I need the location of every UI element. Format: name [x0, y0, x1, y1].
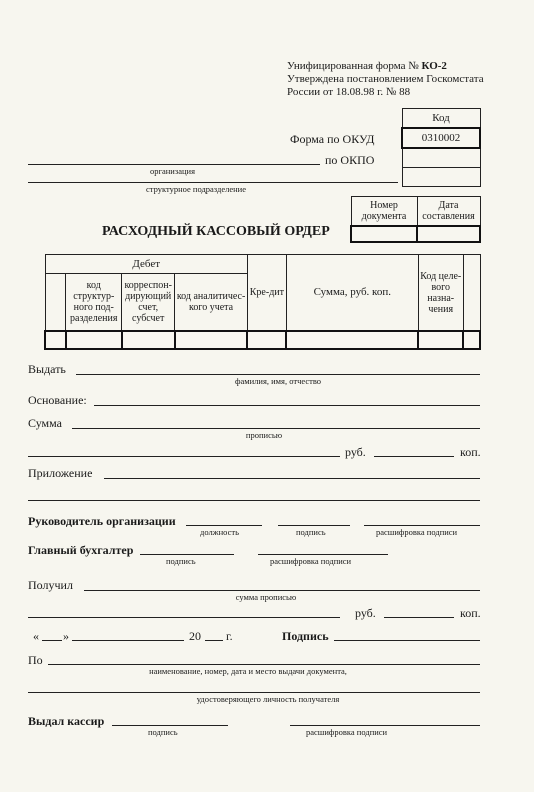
received-caption: сумма прописью	[235, 592, 297, 602]
debet-blank-col	[45, 274, 66, 332]
doc-number-label: Номер документа	[351, 197, 417, 227]
credit-header: Кре-дит	[247, 255, 286, 332]
chief-signature-caption: подпись	[166, 556, 196, 566]
sum-header: Сумма, руб. коп.	[286, 255, 418, 332]
org-caption: организация	[150, 166, 195, 176]
doc-number-value[interactable]	[351, 226, 417, 242]
received-kop-line[interactable]	[384, 617, 454, 618]
issue-line[interactable]	[76, 374, 480, 375]
russia-line: России от 18.08.98 г. № 88	[287, 86, 411, 98]
sum-caption: прописью	[245, 430, 283, 440]
approved-line: Утверждена постановлением Госкомстата	[287, 73, 484, 85]
sum-line[interactable]	[72, 428, 480, 429]
col-account-header: корреспон-дирующий счет, субсчет	[122, 274, 175, 332]
by-line[interactable]	[48, 664, 480, 665]
kod-header: Код	[402, 109, 480, 129]
attachment-label: Приложение	[28, 466, 93, 480]
debet-header: Дебет	[45, 255, 247, 274]
doc-box	[350, 196, 481, 243]
chief-decoding-caption: расшифровка подписи	[270, 556, 352, 566]
okpo-label: по ОКПО	[325, 153, 375, 167]
table-cell[interactable]	[286, 331, 418, 349]
col-subdivision-header: код структур-ного под-разделения	[66, 274, 122, 332]
rub-label: руб.	[345, 445, 366, 459]
attachment-line-2[interactable]	[28, 500, 480, 501]
doc-date-value[interactable]	[417, 226, 480, 242]
sign-line[interactable]	[334, 640, 480, 641]
head-label: Руководитель организации	[28, 514, 176, 528]
head-decoding-caption: расшифровка подписи	[376, 527, 458, 537]
basis-line[interactable]	[94, 405, 480, 406]
head-decoding-line[interactable]	[364, 525, 480, 526]
basis-label: Основание:	[28, 393, 87, 407]
kop-line[interactable]	[374, 456, 454, 457]
chief-signature-line[interactable]	[140, 554, 234, 555]
form-line	[287, 60, 447, 72]
chief-decoding-line[interactable]	[258, 554, 388, 555]
cashier-label: Выдал кассир	[28, 714, 105, 728]
table-cell[interactable]	[175, 331, 248, 349]
kop-label: коп.	[460, 445, 481, 459]
sum-line-2[interactable]	[28, 456, 340, 457]
head-signature-caption: подпись	[296, 527, 326, 537]
attachment-line[interactable]	[104, 478, 480, 479]
org-line[interactable]	[28, 164, 320, 165]
by-label: По	[28, 653, 43, 667]
cashier-decoding-line[interactable]	[290, 725, 480, 726]
table-cell[interactable]	[418, 331, 463, 349]
date-year-prefix: 20	[189, 629, 201, 643]
form-line-text: Унифицированная форма №	[287, 60, 419, 72]
purpose-header: Код целе-вого назна-чения	[418, 255, 463, 332]
cashier-decoding-caption: расшифровка подписи	[306, 727, 388, 737]
by-line-2[interactable]	[28, 692, 480, 693]
accounting-table	[44, 254, 481, 350]
doc-date-label: Дата составления	[417, 197, 480, 227]
extra-code-value[interactable]	[402, 168, 480, 187]
table-cell[interactable]	[66, 331, 122, 349]
page-title: РАСХОДНЫЙ КАССОВЫЙ ОРДЕР	[102, 224, 330, 239]
chief-label: Главный бухгалтер	[28, 543, 134, 557]
table-cell[interactable]	[122, 331, 175, 349]
subdiv-line[interactable]	[28, 182, 398, 183]
head-signature-line[interactable]	[278, 525, 350, 526]
sum-label: Сумма	[28, 416, 62, 430]
form-code: КО-2	[421, 60, 447, 72]
issue-label: Выдать	[28, 362, 66, 376]
date-month-line[interactable]	[72, 640, 184, 641]
cashier-signature-caption: подпись	[148, 727, 178, 737]
okpo-value[interactable]	[402, 148, 480, 168]
table-cell[interactable]	[247, 331, 286, 349]
identity-caption: удостоверяющего личность получателя	[196, 694, 340, 704]
received-line[interactable]	[84, 590, 480, 591]
date-year-line[interactable]	[205, 640, 223, 641]
received-kop-label: коп.	[460, 606, 481, 620]
col-analytic-header: код аналитичес-кого учета	[175, 274, 248, 332]
blank-header	[463, 255, 480, 332]
okud-value[interactable]: 0310002	[402, 128, 480, 148]
received-rub-label: руб.	[355, 606, 376, 620]
cashier-signature-line[interactable]	[112, 725, 228, 726]
sign-label: Подпись	[282, 629, 329, 643]
issue-caption: фамилия, имя, отчество	[234, 376, 322, 386]
table-cell[interactable]	[463, 331, 480, 349]
subdiv-caption: структурное подразделение	[146, 184, 246, 194]
okud-label: Форма по ОКУД	[290, 132, 375, 146]
table-cell[interactable]	[45, 331, 66, 349]
code-box	[401, 108, 481, 187]
table-row	[45, 331, 480, 349]
doc-caption: наименование, номер, дата и место выдачи документа,	[149, 666, 347, 676]
date-quote-close: »	[63, 629, 69, 643]
received-line-2[interactable]	[28, 617, 340, 618]
received-label: Получил	[28, 578, 73, 592]
head-position-line[interactable]	[186, 525, 262, 526]
date-day-line[interactable]	[42, 640, 62, 641]
head-position-caption: должность	[200, 527, 239, 537]
date-year-suffix: г.	[226, 629, 233, 643]
date-quote-open: «	[33, 629, 39, 643]
